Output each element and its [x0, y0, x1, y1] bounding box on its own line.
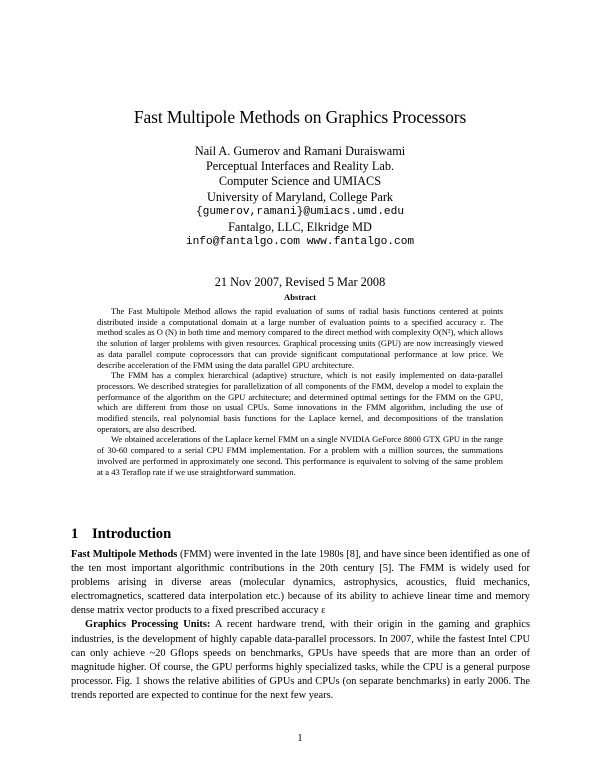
abstract-body: [97, 306, 503, 477]
page-number: 1: [297, 733, 303, 744]
paragraph-lead: Graphics Processing Units:: [85, 619, 211, 631]
author-emails: {gumerov,ramani}@umiacs.umd.edu: [195, 205, 405, 218]
section-number: 1: [71, 526, 79, 542]
paragraph-text: (FMM) were invented in the late 1980s [8], and have since been identified as one of the ten most important algorithmic contributions in the 20th century [5]. The FMM is widely used for problems arising in diverse areas (molecular dynamics, astrophysics, acoustics, fluid mechanics, electromagnetics, scattered data interpolation etc.) because of its ability to achieve linear time and memory dense matrix vector products to a fixed prescribed accuracy ε: [71, 549, 530, 617]
company-contacts: [0, 235, 600, 250]
affiliation-lab: Perceptual Interfaces and Reality Lab.: [205, 159, 395, 174]
body-paragraph: [71, 618, 530, 703]
paper-date: 21 Nov 2007, Revised 5 Mar 2008: [214, 275, 386, 289]
section-heading: [71, 526, 171, 543]
abstract-paragraph: We obtained accelerations of the Laplace kernel FMM on a single NVIDIA GeForce 8800 GTX GPU in the range of 30-60 compared to a serial CPU FMM implementation. For a problem with a million sources, the summations involved are performed in approximately one second. This performance is equivalent to solving of the same problem at a 43 Teraflop rate if we use straightforward summation.: [97, 434, 503, 477]
abstract-paragraph: The FMM has a complex hierarchical (adaptive) structure, which is not easily implemented on data-parallel processors. We described strategies for parallelization of all components of the FMM, develop a model to explain the performance of the algorithm on the GPU architecture; and determined optimal settings for the FMM on the GPU, which are different from those on usual CPUs. Some innovations in the FMM algorithm, including the use of modified stencils, real polynomial basis functions for the Laplace kernel, and decompositions of the translation operators, are also described.: [97, 370, 503, 434]
section-title: Introduction: [92, 526, 172, 542]
abstract-paragraph: The Fast Multipole Method allows the rapid evaluation of sums of radial basis functions centered at points distributed inside a computational domain at a large number of evaluation points to a specified accuracy ε. The method scales as O (N) in both time and memory compared to the direct method with complexity O(N²), which allows the solution of larger problems with given resources. Graphical processing units (GPU) are now increasingly viewed as data parallel compute coprocessors that can provide significant computational performance at low price. We describe acceleration of the FMM using the data parallel GPU architecture.: [97, 306, 503, 370]
body-paragraph: [71, 548, 530, 618]
affiliation-university: University of Maryland, College Park: [206, 189, 394, 204]
author-block: [0, 144, 600, 250]
affiliation-company: Fantalgo, LLC, Elkridge MD: [228, 220, 372, 235]
company-url[interactable]: www.fantalgo.com: [306, 236, 415, 249]
paragraph-text: A recent hardware trend, with their origin in the gaming and graphics industries, is the development of highly capable data-parallel processors. In 2007, while the fastest Intel CPU can only achieve ~20 Gflops speeds on benchmarks, GPUs have speeds that are more than an order of magnitude higher. Of course, the GPU performs highly specialized tasks, while the CPU is a general purpose processor. Fig. 1 shows the relative abilities of GPUs and CPUs (on separate benchmarks) in early 2006. The trends reported are expected to continue for the next few years.: [71, 619, 531, 701]
paper-title: Fast Multipole Methods on Graphics Processors: [133, 107, 467, 127]
section-body: [71, 548, 530, 703]
abstract-heading: Abstract: [284, 292, 316, 302]
author-names: Nail A. Gumerov and Ramani Duraiswami: [194, 144, 406, 158]
paragraph-lead: Fast Multipole Methods: [71, 549, 178, 560]
company-email[interactable]: info@fantalgo.com: [185, 236, 300, 249]
affiliation-department: Computer Science and UMIACS: [218, 174, 382, 189]
